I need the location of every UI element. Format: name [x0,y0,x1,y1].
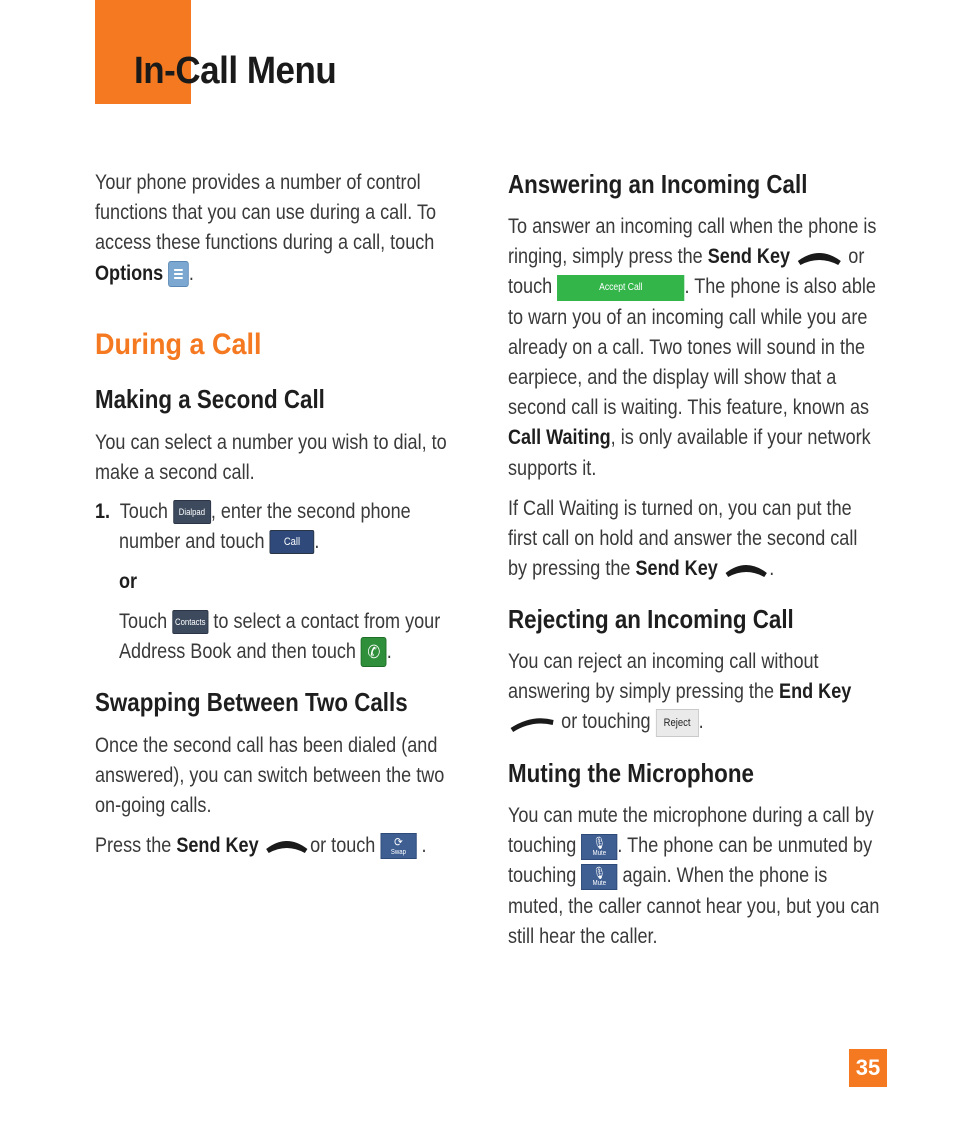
step-1-line-2: number and touch Call . [119,530,320,553]
end-key-label: End Key [779,680,852,704]
send-key-label: Send Key [176,834,259,857]
answering-text-a: To answer an incoming call when the phone is ringing, simply press the [508,215,877,269]
press-text: Press the [95,834,172,857]
alt-line2-text: Address Book and then touch [119,640,356,663]
options-label: Options [95,261,164,285]
making-text-block [95,428,465,488]
rejecting-text-a: You can reject an incoming call without answering by simply pressing the [508,650,819,704]
answering-text-block [508,212,880,584]
muting-text-b: . The phone can be unmuted by touching [508,834,873,888]
intro-paragraph: Your phone provides a number of control functions that you can use during a call. To access these functions during a call, touch Options . [95,168,464,289]
or-touch-text: or touch [310,834,376,857]
answering-text-b: . The phone is also able to warn you of an incoming call while you are already on a call. Two tones will sound in the earpiece, and the display will show that a second call is waiting. This feature, known as [508,275,876,420]
muting-text-a: You can mute the microphone during a call by touching [508,804,874,858]
alt-mid-text: to select a contact from your [213,610,441,633]
rejecting-text-block [508,647,880,738]
accept-call-button[interactable]: Accept Call [557,275,684,301]
end-key-icon [508,714,556,732]
alt-touch-text: Touch [119,610,168,633]
mute-button-2[interactable]: 🎙 Mute [581,864,617,890]
dialpad-button[interactable]: Dialpad [173,500,211,524]
step-touch-text: Touch [119,500,168,523]
mute-button[interactable]: 🎙 Mute [581,834,617,860]
page-title: In-Call Menu [134,50,337,92]
answering-send-key-2: Send Key [635,557,718,581]
alt-line-2: Address Book and then touch ✆ . [119,637,392,667]
answering-send-key: Send Key [707,245,791,269]
mute-button-2-label: Mute [592,879,607,887]
answering-or-touch: or touch [508,245,865,299]
alt-line-1 [119,607,440,637]
step-1-line-1 [95,497,411,527]
answering-paragraph-2: If Call Waiting is turned on, you can put the first call on hold and answer the second call by pressing the Send Key . [508,496,858,581]
answering-text-c: , is only available if your network supports it. [508,426,871,480]
swapping-text: Once the second call has been dialed (and answered), you can switch between the two on-going calls. [95,734,445,818]
making-text: You can select a number you wish to dial, to make a second call. [95,431,447,485]
swap-button[interactable]: ⟳ Swap [380,833,416,859]
call-button[interactable]: Call [270,530,315,554]
send-key-icon [264,837,310,855]
step-mid-text: , enter the second phone [210,500,411,523]
reject-button[interactable]: Reject [656,709,699,737]
heading-rejecting: Rejecting an Incoming Call [508,604,794,634]
step-line2-text: number and touch [119,530,265,553]
heading-making-second-call: Making a Second Call [95,384,325,414]
left-column [95,168,465,289]
section-during-a-call: During a Call [95,328,262,361]
intro-text: Your phone provides a number of control functions that you can use during a call. To access these functions during a call, touch [95,171,437,255]
contacts-button[interactable]: Contacts [172,610,208,634]
mute-button-label: Mute [592,849,607,857]
heading-swapping: Swapping Between Two Calls [95,687,408,717]
muting-text-c: again. When the phone is muted, the caller cannot hear you, but you can still hear the caller. [508,864,880,948]
page-number: 35 [849,1049,887,1087]
swapping-text-block [95,731,465,822]
or-label: or [119,570,138,593]
heading-muting: Muting the Microphone [508,758,754,788]
answering-paragraph-1 [508,212,879,484]
muting-paragraph [508,801,887,952]
swap-instruction: Press the Send Key or touch ⟳ Swap . [95,831,427,861]
rejecting-paragraph: You can reject an incoming call without answering by simply pressing the End Key or touching Reject . [508,647,879,738]
heading-answering: Answering an Incoming Call [508,169,808,199]
rejecting-or-touching: or touching [561,710,651,734]
call-waiting-label: Call Waiting [508,426,611,450]
muting-text-block [508,801,888,952]
phone-call-icon[interactable]: ✆ [361,637,387,667]
answering-text2-a: If Call Waiting is turned on, you can put the first call on hold and answer the second call by pressing the [508,496,858,581]
options-icon[interactable] [168,261,189,287]
send-key-icon [723,561,769,579]
swap-button-label: Swap [390,849,406,857]
step-number: 1. [95,500,111,523]
send-key-icon [795,249,843,267]
